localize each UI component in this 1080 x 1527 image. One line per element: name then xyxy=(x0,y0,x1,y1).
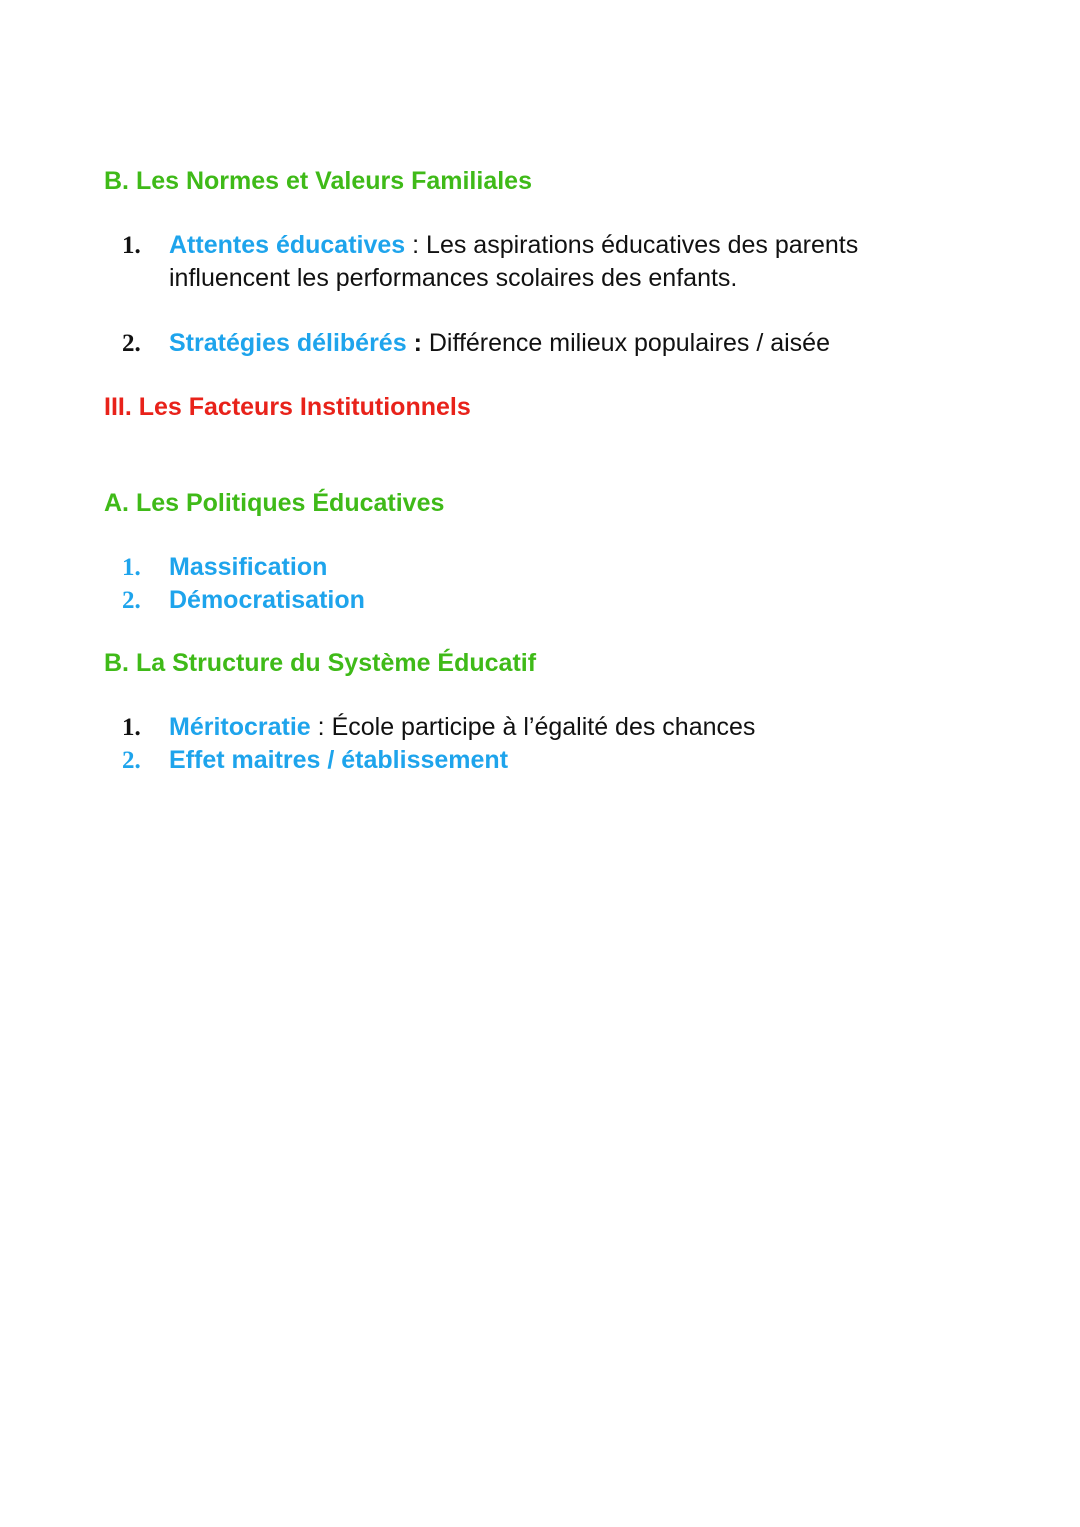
separator: : xyxy=(310,713,332,741)
separator: : xyxy=(406,329,429,357)
list-item-content xyxy=(169,711,949,744)
list-item-content xyxy=(169,229,949,295)
term-massification: Massification xyxy=(169,553,328,581)
term-strategies-deliberes: Stratégies délibérés xyxy=(169,329,407,357)
term-attentes-educatives: Attentes éducatives xyxy=(169,231,406,259)
heading-facteurs-institutionnels: III. Les Facteurs Institutionnels xyxy=(104,393,471,421)
list-number: 1. xyxy=(122,554,141,581)
separator: : xyxy=(405,231,427,259)
list-number: 2. xyxy=(122,330,141,357)
list-number: 2. xyxy=(122,587,141,614)
heading-politiques-educatives: A. Les Politiques Éducatives xyxy=(104,489,445,517)
item-description: Différence milieux populaires / aisée xyxy=(428,329,830,357)
heading-structure-systeme: B. La Structure du Système Éducatif xyxy=(104,649,537,677)
list-number: 1. xyxy=(122,714,141,741)
heading-normes-valeurs: B. Les Normes et Valeurs Familiales xyxy=(104,167,532,195)
term-democratisation: Démocratisation xyxy=(169,586,365,614)
item-description: École participe à l’égalité des chances xyxy=(331,713,756,741)
list-item-content xyxy=(169,744,949,777)
term-meritocratie: Méritocratie xyxy=(169,713,311,741)
term-effet-maitres: Effet maitres / établissement xyxy=(169,746,509,774)
item-description: Les aspirations éducatives des parents influencent les performances scolaires des enfants. xyxy=(169,231,859,292)
list-item-content xyxy=(169,327,949,360)
list-item-content xyxy=(169,584,949,617)
list-number: 1. xyxy=(122,232,141,259)
list-number: 2. xyxy=(122,747,141,774)
list-item-content xyxy=(169,551,949,584)
